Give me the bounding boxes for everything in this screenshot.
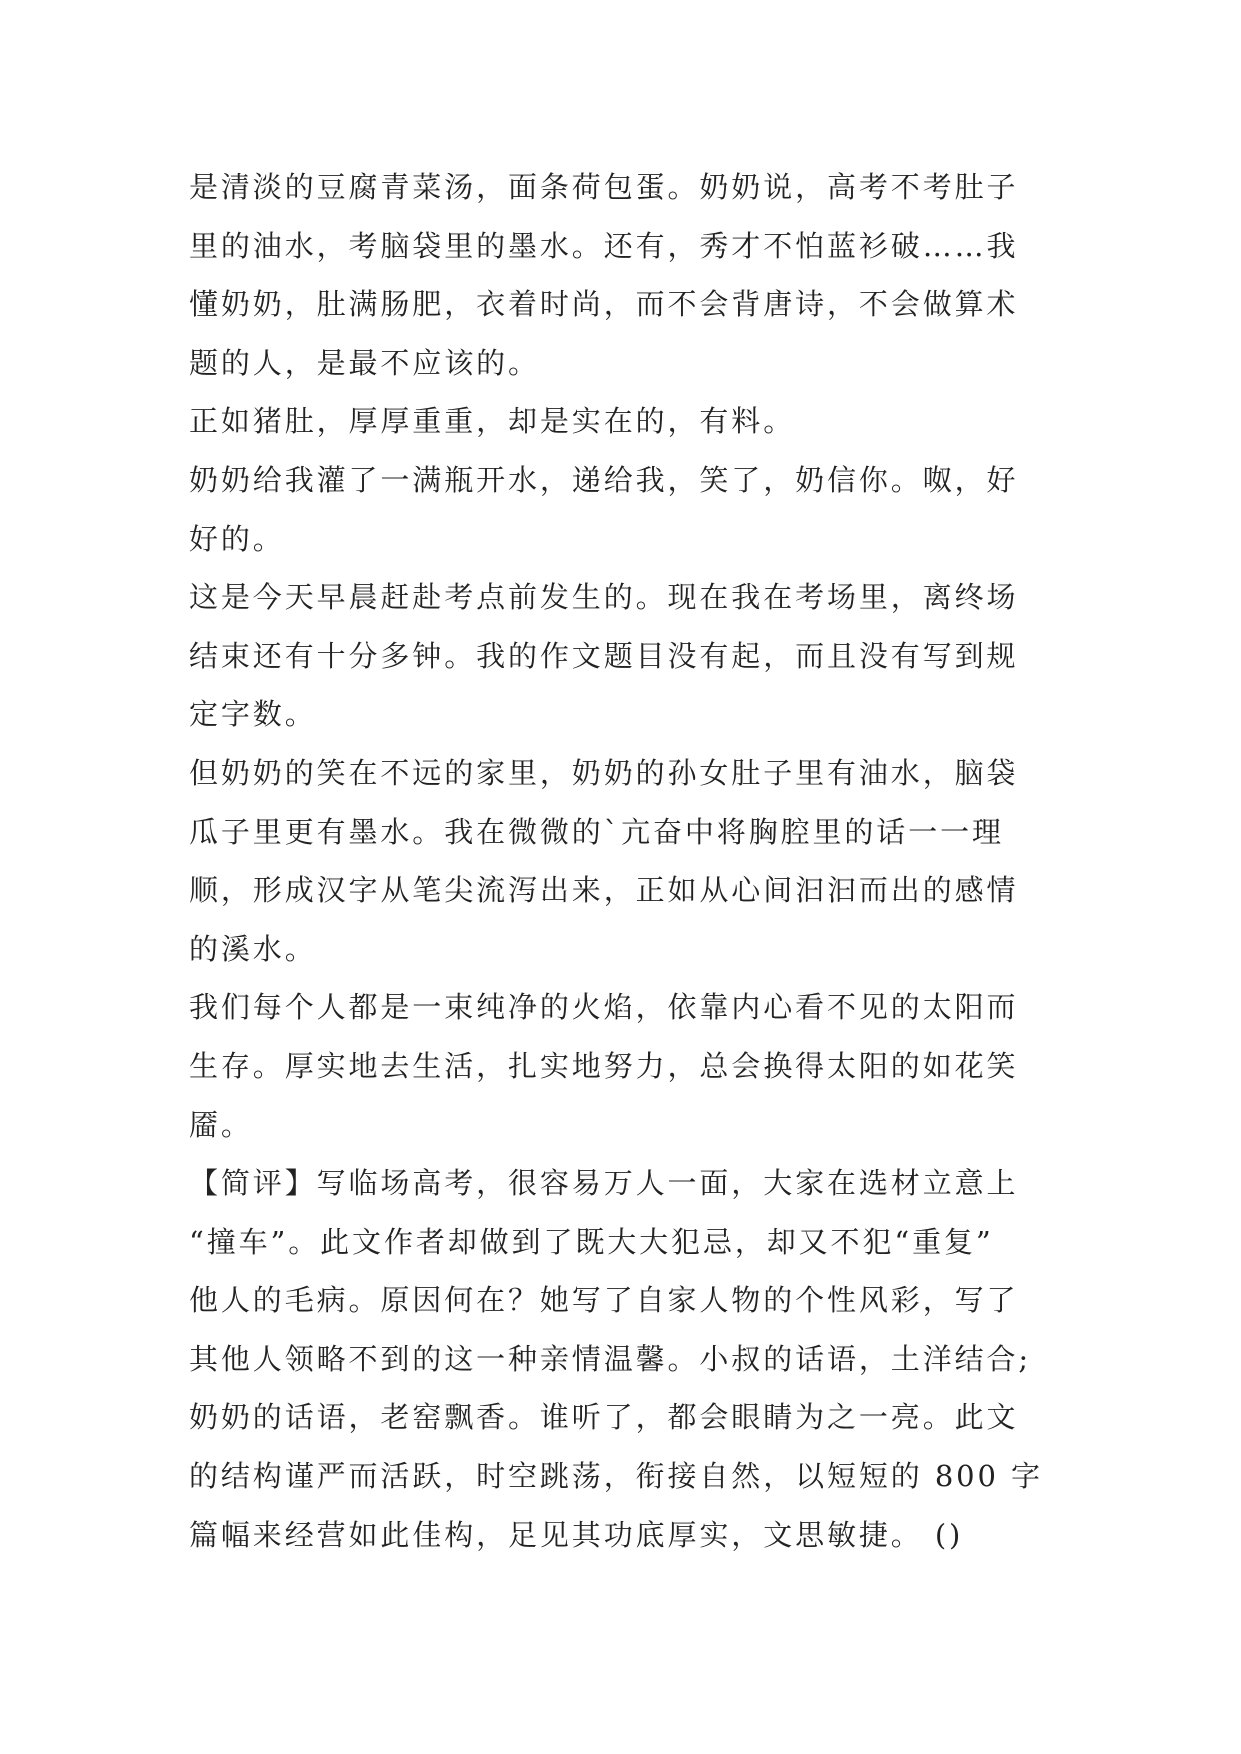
text-line: 顺，形成汉字从笔尖流泻出来，正如从心间汩汩而出的感情 xyxy=(189,873,1019,908)
text-line: 这是今天早晨赶赴考点前发生的。现在我在考场里，离终场 xyxy=(189,580,1019,615)
text-line: 但奶奶的笑在不远的家里，奶奶的孙女肚子里有油水，脑袋 xyxy=(189,755,1019,790)
text-line: 【简评】写临场高考，很容易万人一面，大家在选材立意上 xyxy=(189,1166,1019,1201)
text-line: “撞车”。此文作者却做到了既大大犯忌，却又不犯“重复” xyxy=(189,1224,994,1259)
text-line: 好的。 xyxy=(189,521,285,556)
text-line: 我们每个人都是一束纯净的火焰，依靠内心看不见的太阳而 xyxy=(189,990,1019,1025)
text-line: 奶奶给我灌了一满瓶开水，递给我，笑了，奶信你。呶，好 xyxy=(189,462,1019,497)
text-line: 生存。厚实地去生活，扎实地努力，总会换得太阳的如花笑 xyxy=(189,1048,1019,1083)
text-line: 是清淡的豆腐青菜汤，面条荷包蛋。奶奶说，高考不考肚子 xyxy=(189,170,1019,204)
text-line: 其他人领略不到的这一种亲情温馨。小叔的话语，土洋结合; xyxy=(189,1341,1032,1376)
text-line: 瓜子里更有墨水。我在微微的`亢奋中将胸腔里的话一一理 xyxy=(189,814,1004,849)
text-line: 题的人，是最不应该的。 xyxy=(189,345,540,380)
text-line: 正如猪肚，厚厚重重，却是实在的，有料。 xyxy=(189,404,796,439)
text-line: 的溪水。 xyxy=(189,931,317,966)
text-line: 定字数。 xyxy=(189,697,317,732)
text-line: 他人的毛病。原因何在？她写了自家人物的个性风彩，写了 xyxy=(189,1283,1019,1318)
text-line: 篇幅来经营如此佳构，足见其功底厚实，文思敏捷。 () xyxy=(189,1517,964,1552)
text-line: 里的油水，考脑袋里的墨水。还有，秀才不怕蓝衫破……我 xyxy=(189,228,1019,263)
text-line: 的结构谨严而活跃，时空跳荡，衔接自然，以短短的 800 字 xyxy=(189,1459,1043,1494)
essay-text xyxy=(189,158,1059,1564)
text-line: 结束还有十分多钟。我的作文题目没有起，而且没有写到规 xyxy=(189,638,1019,673)
text-line: 奶奶的话语，老窑飘香。谁听了，都会眼睛为之一亮。此文 xyxy=(189,1400,1019,1435)
text-line: 靥。 xyxy=(189,1107,253,1142)
text-line: 懂奶奶，肚满肠肥，衣着时尚，而不会背唐诗，不会做算术 xyxy=(189,287,1019,322)
